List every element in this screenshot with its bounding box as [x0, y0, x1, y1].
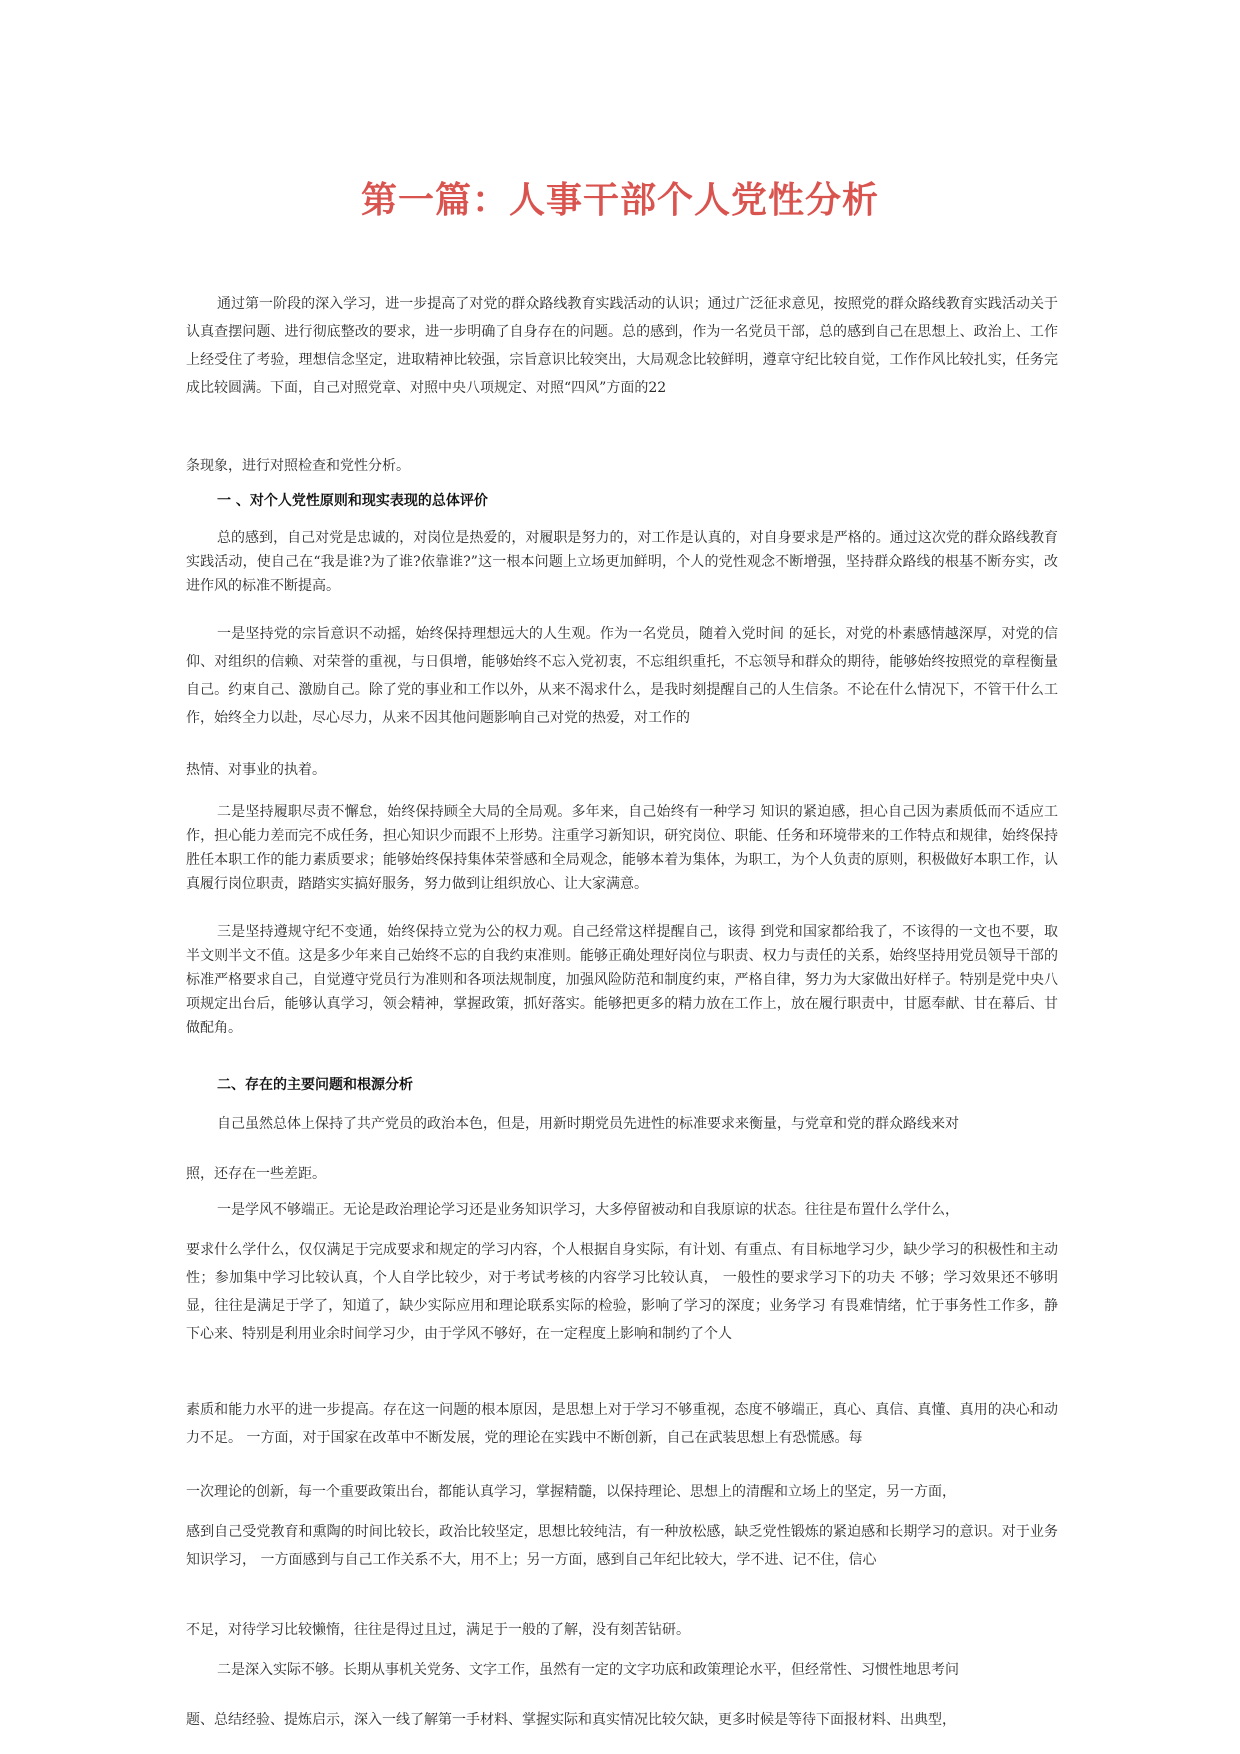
paragraph-problems-intro: 自己虽然总体上保持了共产党员的政治本色，但是，用新时期党员先进性的标准要求来衡量，与党章和党的群众路线来对 [217, 1116, 959, 1132]
paragraph-point-two: 二是坚持履职尽责不懈怠，始终保持顾全大局的全局观。多年来，自己始终有一种学习 知识的紧迫感，担心自己因为素质低而不适应工作，担心能力差而完不成任务，担心知识少而跟不上形势。注重学习新知识，研究岗位、职能、任务和环境带来的工作特点和规律，始终保持胜任本职工作的能力素质要求；能够始终保持集体荣誉感和全局观念，能够本着为集体，为职工，为个人负责的原则，积极做好本职工作，认真履行岗位职责，踏踏实实搞好服务，努力做到让组织放心、让大家满意。 [186, 804, 1058, 892]
paragraph-point-one-continued: 热情、对事业的执着。 [186, 762, 326, 778]
paragraph-problem-one-d: 一次理论的创新，每一个重要政策出台，都能认真学习，掌握精髓，以保持理论、思想上的清醒和立场上的坚定，另一方面， [186, 1484, 956, 1500]
section-heading-1: 一 、对个人党性原则和现实表现的总体评价 [217, 493, 488, 509]
paragraph-overall-evaluation: 总的感到，自己对党是忠诚的，对岗位是热爱的，对履职是努力的，对工作是认真的，对自身要求是严格的。通过这次党的群众路线教育实践活动，使自己在“我是谁?为了谁?依靠谁?”这一根本问题上立场更加鲜明，个人的党性观念不断增强，坚持群众路线的根基不断夯实，改进作风的标准不断提高。 [186, 530, 1058, 594]
paragraph-problem-one-b: 要求什么学什么，仅仅满足于完成要求和规定的学习内容，个人根据自身实际，有计划、有重点、有目标地学习少，缺少学习的积极性和主动性；参加集中学习比较认真，个人自学比较少，对于考试考核的内容学习比较认真， 一般性的要求学习下的功夫 不够；学习效果还不够明显，往往是满足于学了，知道了，缺少实际应用和理论联系实际的检验，影响了学习的深度；业务学习 有畏难情绪，忙于事务性工作多，静下心来、特别是利用业余时间学习少，由于学风不够好，在一定程度上影响和制约了个人 [186, 1242, 1058, 1342]
paragraph-intro: 通过第一阶段的深入学习，进一步提高了对党的群众路线教育实践活动的认识；通过广泛征求意见，按照党的群众路线教育实践活动关于认真查摆问题、进行彻底整改的要求，进一步明确了自身存在的问题。总的感到，作为一名党员干部，总的感到自己在思想上、政治上、工作上经受住了考验，理想信念坚定，进取精神比较强，宗旨意识比较突出，大局观念比较鲜明，遵章守纪比较自觉，工作作风比较扎实，任务完成比较圆满。下面，自己对照党章、对照中央八项规定、对照“四风”方面的22 [186, 296, 1058, 396]
section-heading-2: 二、存在的主要问题和根源分析 [217, 1077, 413, 1093]
paragraph-point-one: 一是坚持党的宗旨意识不动摇，始终保持理想远大的人生观。作为一名党员，随着入党时间 的延长，对党的朴素感情越深厚，对党的信仰、对组织的信赖、对荣誉的重视，与日俱增，能够始终不忘入党初衷，不忘组织重托，不忘领导和群众的期待，能够始终按照党的章程衡量自己。约束自己、激励自己。除了党的事业和工作以外，从来不渴求什么，是我时刻提醒自己的人生信条。不论在什么情况下，不管干什么工作，始终全力以赴，尽心尽力，从来不因其他问题影响自己对党的热爱，对工作的 [186, 626, 1058, 726]
paragraph-problem-one-e: 感到自己受党教育和熏陶的时间比较长，政治比较坚定，思想比较纯洁，有一种放松感，缺乏党性锻炼的紧迫感和长期学习的意识。对于业务知识学习， 一方面感到与自己工作关系不大，用不上；另一方面，感到自己年纪比较大，学不进、记不住，信心 [186, 1524, 1058, 1568]
document-title: 第一篇：人事干部个人党性分析 [360, 180, 879, 221]
paragraph-problem-two-continued: 题、总结经验、提炼启示，深入一线了解第一手材料、掌握实际和真实情况比较欠缺，更多时候是等待下面报材料、出典型， [186, 1712, 956, 1728]
paragraph-problems-intro-continued: 照，还存在一些差距。 [186, 1166, 326, 1182]
paragraph-problem-one-f: 不足，对待学习比较懒惰，往往是得过且过，满足于一般的了解，没有刻苦钻研。 [186, 1622, 690, 1638]
paragraph-intro-continued: 条现象，进行对照检查和党性分析。 [186, 458, 410, 474]
paragraph-problem-one-c: 素质和能力水平的进一步提高。存在这一问题的根本原因，是思想上对于学习不够重视，态度不够端正，真心、真信、真懂、真用的决心和动力不足。 一方面，对于国家在改革中不断发展，党的理论在实践中不断创新，自己在武装思想上有恐慌感。每 [186, 1402, 1058, 1446]
paragraph-point-three: 三是坚持遵规守纪不变通，始终保持立党为公的权力观。自己经常这样提醒自己，该得 到党和国家都给我了，不该得的一文也不要，取半文则半文不值。这是多少年来自己始终不忘的自我约束准则。能够正确处理好岗位与职责、权力与责任的关系，始终坚持用党员领导干部的标准严格要求自己，自觉遵守党员行为准则和各项法规制度，加强风险防范和制度约束，严格自律，努力为大家做出好样子。特别是党中央八项规定出台后，能够认真学习，领会精神，掌握政策，抓好落实。能够把更多的精力放在工作上，放在履行职责中，甘愿奉献、甘在幕后、甘做配角。 [186, 924, 1058, 1036]
paragraph-problem-two: 二是深入实际不够。长期从事机关党务、文字工作，虽然有一定的文字功底和政策理论水平，但经常性、习惯性地思考问 [217, 1662, 959, 1678]
paragraph-problem-one: 一是学风不够端正。无论是政治理论学习还是业务知识学习，大多停留被动和自我原谅的状态。往往是布置什么学什么， [217, 1202, 959, 1218]
